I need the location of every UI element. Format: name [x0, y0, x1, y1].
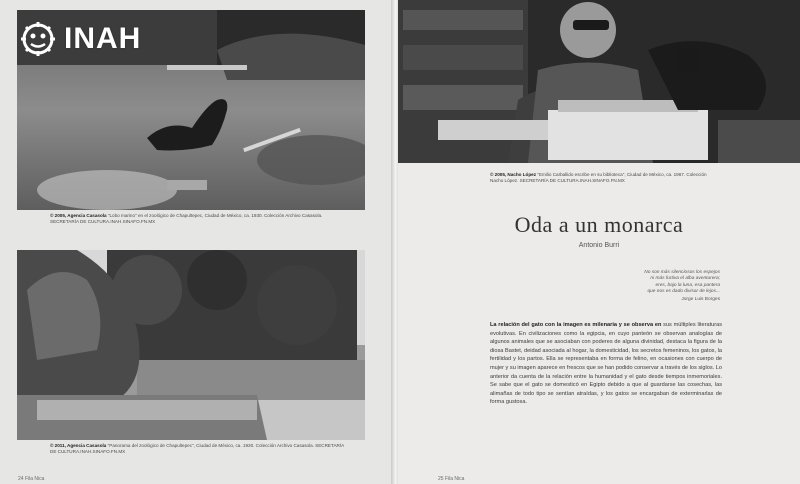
epigraph-line: eres, bajo la luna, esa pantera — [655, 282, 720, 288]
caption-top — [50, 213, 350, 225]
photo-zoo-enclosure — [17, 250, 365, 440]
epigraph-line: No son más silenciosos los espejos — [644, 270, 720, 275]
article-author: Antonio Burri — [578, 242, 620, 249]
epigraph — [610, 270, 720, 303]
caption-text: "Panorama del zoológico de Chapultepec", Ciudad de México, ca. 1930. Colección Archivo Casasola. SECRETARÍA DE CULTURA.INAH.SINAFO.FN.MX — [50, 443, 344, 454]
article-lead: La relación del gato con la imagen es milenaria y se observa en — [490, 322, 662, 328]
folio-right: 25 Fila Nica — [438, 476, 465, 482]
caption-text: "Lobo marino" en el zoológico de Chapultepec, Ciudad de México, ca. 1930. Colección Archivo Casasola. SECRETARÍA DE CULTURA.INAH.SINAFO.FN.MX — [50, 213, 323, 224]
caption-credit: © 2005, Nacho López — [490, 172, 537, 177]
caption-right — [490, 172, 720, 184]
inah-logo — [18, 18, 141, 60]
article-body-text: sus múltiples literaturas evolutivas. En civilizaciones como la egipcia, en cuyo panteón se observan analogías de algunos animales que se asociaban con poderes de alguna divinidad, destaca la figura de la diosa Bastet, deidad asociada al hogar, la domesticidad, los secretos femeninos, los gatos, la fertilidad y los partos. Ella se representaba en forma de felino, en ocasiones con cuerpo de mujer y su imagen aparece en frescos que se han podido conservar a través de los siglos. Lo anterior da cuenta de la relación entre la humanidad y el gato desde tiempos inmemoriales. Se sabe que el gato se domesticó en Egipto debido a que al guardarse las cosechas, las alimañas de todo tipo se sentían atraídas, y los gatos se encargaban de exterminarlas de forma gustosa. — [490, 322, 723, 406]
article-title: Oda a un monarca — [514, 212, 684, 237]
caption-credit: © 2005, Agencia Casasola — [50, 213, 107, 218]
photo-reader-with-cat — [398, 0, 800, 163]
caption-credit: © 2011, Agencia Casasola — [50, 443, 107, 448]
epigraph-line: ni más furtiva el alba aventurera; — [650, 276, 720, 282]
folio-left: 24 Fila Nica — [18, 476, 45, 482]
epigraph-line: que nos es dado divisar de lejos... — [647, 289, 720, 295]
logo-text: INAH — [64, 22, 142, 55]
caption-text: "Emilio Carballido escribe en su biblioteca", Ciudad de México, ca. 1967. Colección Nacho López. SECRETARÍA DE CULTURA.INAH.SINAFO.FN.MX — [490, 172, 707, 183]
inah-emblem-icon — [18, 19, 58, 59]
epigraph-source: Jorge Luis Borges — [681, 296, 720, 302]
left-page — [0, 0, 393, 484]
caption-bottom — [50, 443, 350, 455]
article-body — [490, 321, 722, 407]
